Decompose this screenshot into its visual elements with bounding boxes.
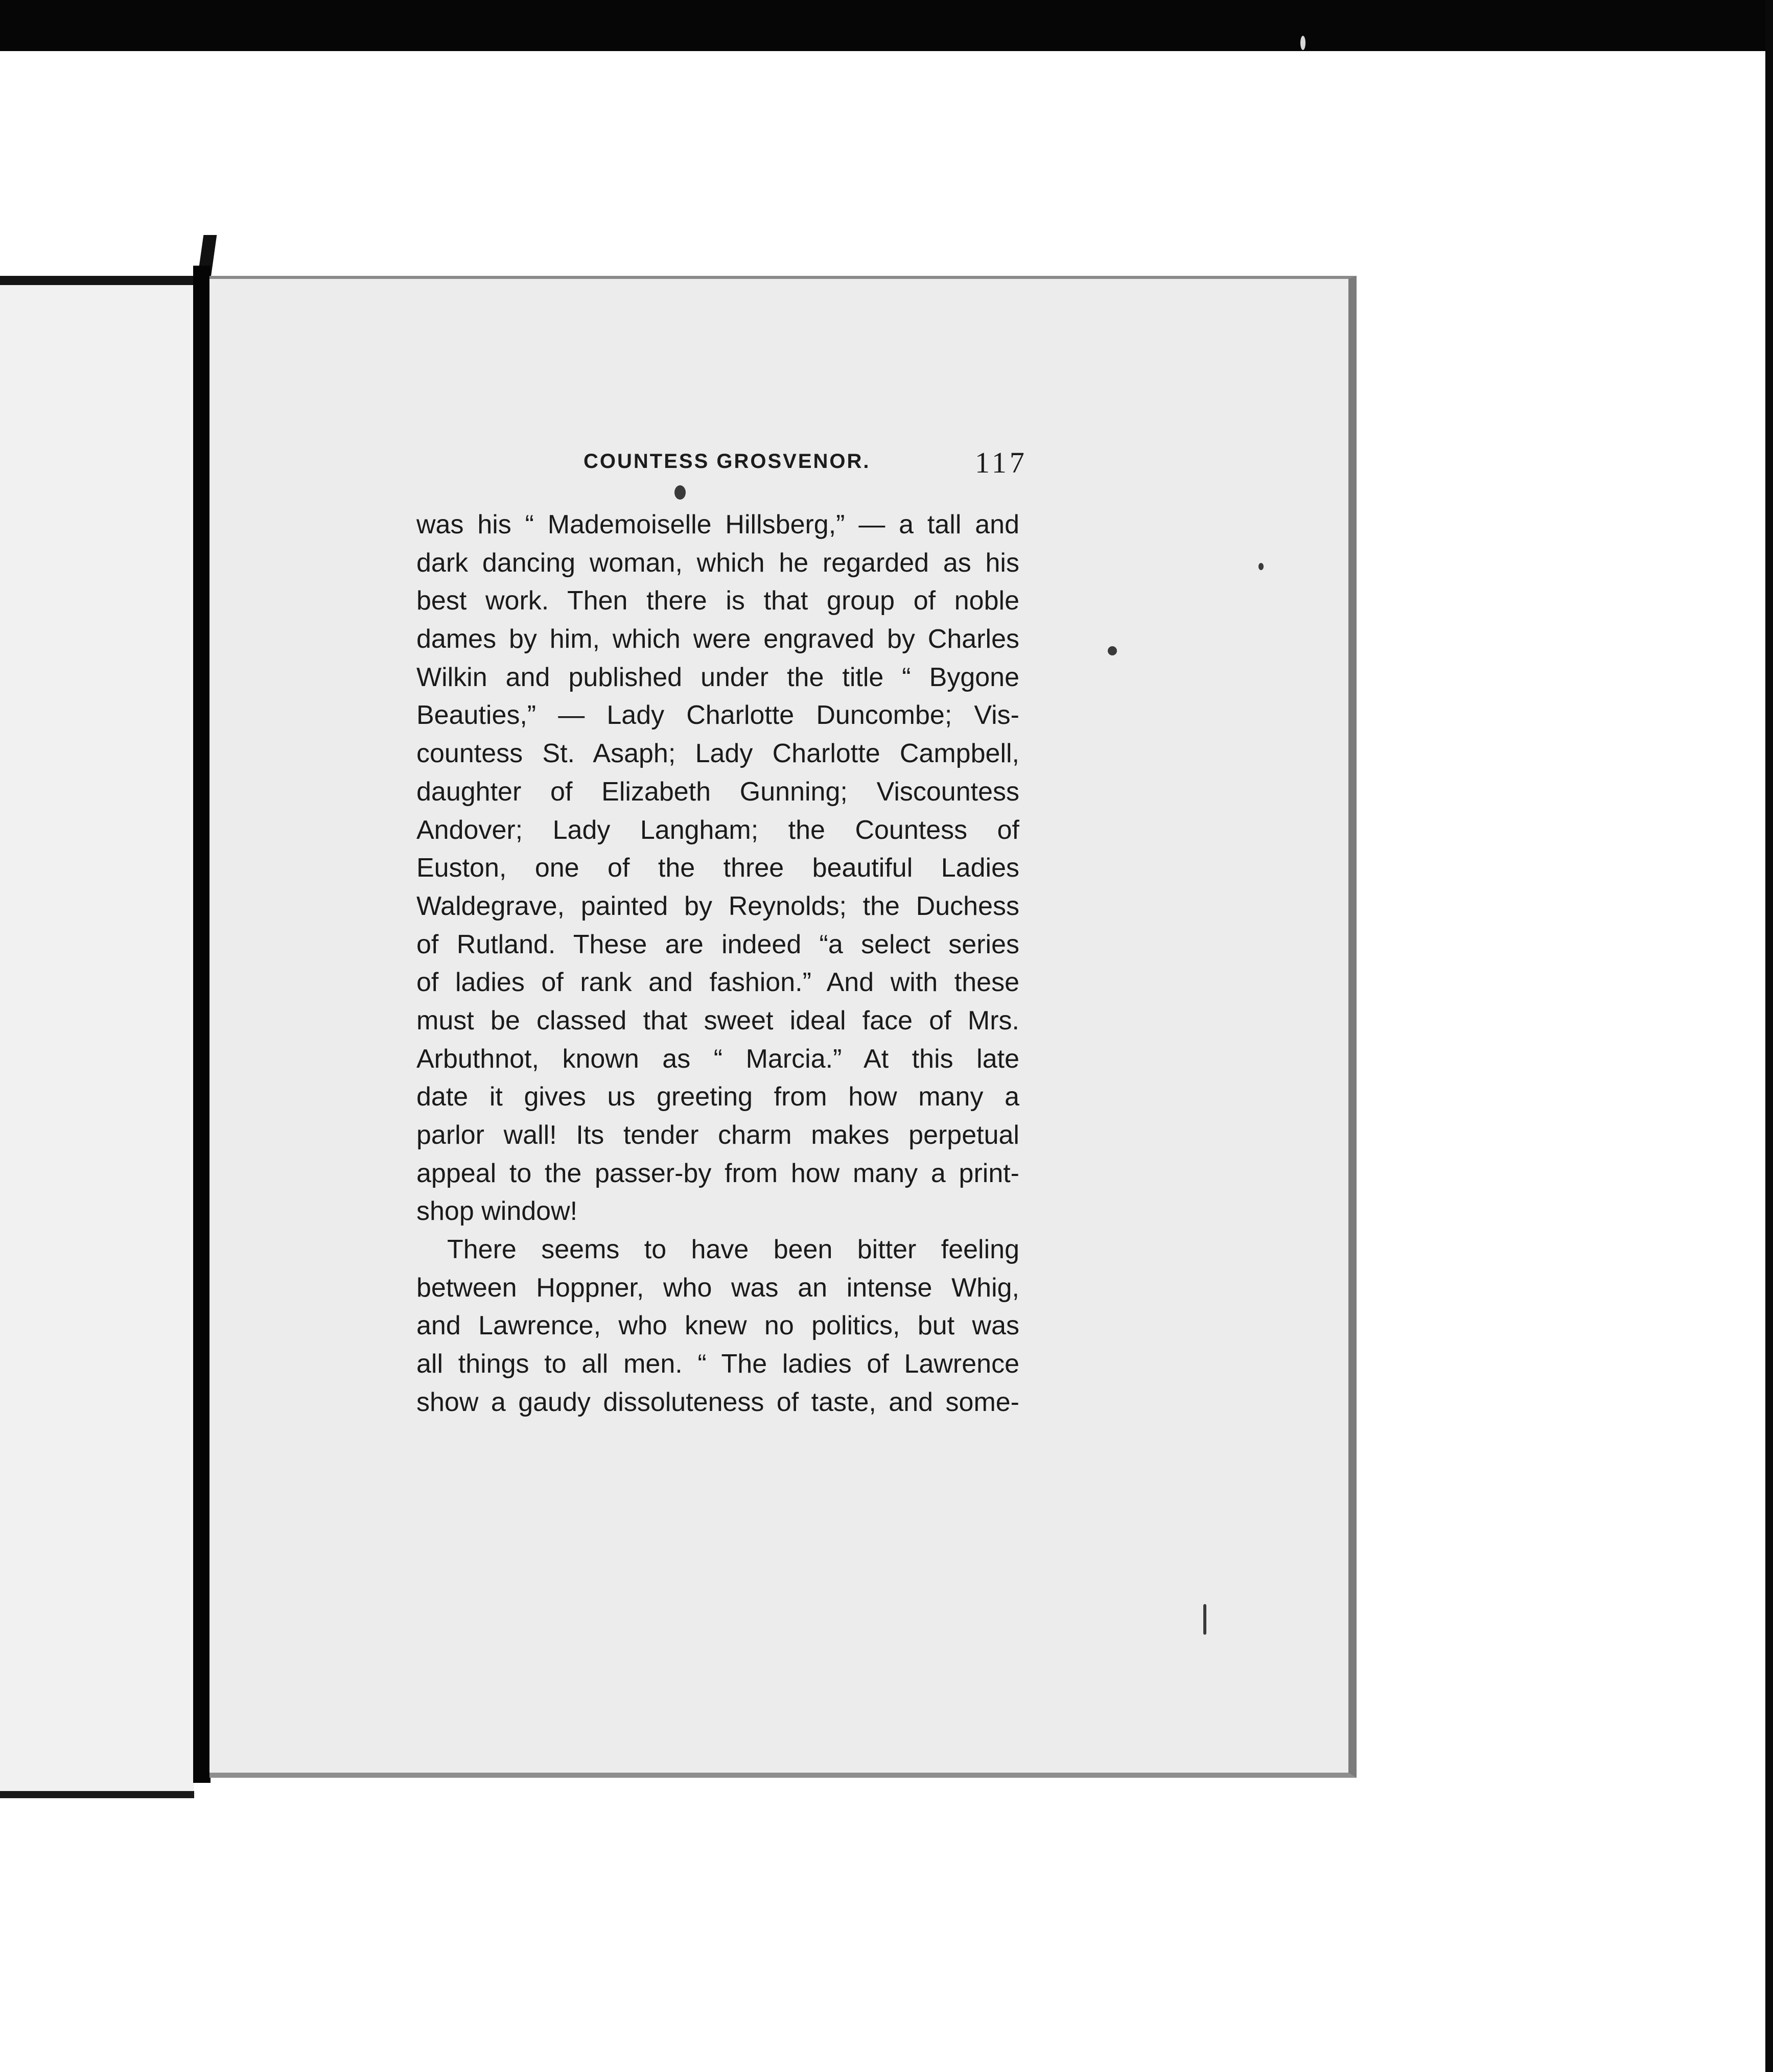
text-line: Waldegrave, painted by Reynolds; the Duchess bbox=[416, 891, 1019, 921]
text-line: between Hoppner, who was an intense Whig, bbox=[416, 1273, 1019, 1303]
text-line: date it gives us greeting from how many a bbox=[416, 1082, 1019, 1112]
text-line: must be classed that sweet ideal face of Mrs. bbox=[416, 1005, 1019, 1035]
text-line: of ladies of rank and fashion.” And with these bbox=[416, 968, 1019, 998]
text-line: shop window! bbox=[416, 1196, 578, 1227]
text-line: Arbuthnot, known as “ Marcia.” At this late bbox=[416, 1044, 1019, 1074]
body-text bbox=[416, 506, 1019, 1422]
scan-top-border bbox=[0, 0, 1773, 51]
text-line: was his “ Mademoiselle Hillsberg,” — a tall and bbox=[416, 510, 1019, 539]
text-line: countess St. Asaph; Lady Charlotte Campbell, bbox=[416, 739, 1019, 769]
text-line: dames by him, which were engraved by Charles bbox=[416, 624, 1019, 654]
text-line: of Rutland. These are indeed “a select series bbox=[416, 929, 1019, 959]
text-line: all things to all men. “ The ladies of Lawrence bbox=[416, 1349, 1019, 1379]
text-line: Euston, one of the three beautiful Ladies bbox=[416, 853, 1019, 883]
text-line: dark dancing woman, which he regarded as his bbox=[416, 548, 1019, 578]
text-line: appeal to the passer-by from how many a print- bbox=[416, 1158, 1019, 1188]
text-line: There seems to have been bitter feeling bbox=[447, 1235, 1019, 1265]
text-line: Beauties,” — Lady Charlotte Duncombe; Vis- bbox=[416, 700, 1019, 731]
book-spine bbox=[193, 266, 211, 1783]
text-line: Andover; Lady Langham; the Countess of bbox=[416, 815, 1019, 845]
text-line: parlor wall! Its tender charm makes perpetual bbox=[416, 1120, 1019, 1150]
running-head: COUNTESS GROSVENOR. bbox=[584, 450, 871, 473]
text-line: daughter of Elizabeth Gunning; Viscountess bbox=[416, 776, 1019, 807]
text-line: and Lawrence, who knew no politics, but was bbox=[416, 1311, 1019, 1341]
page-number: 117 bbox=[975, 446, 1028, 479]
text-line: Wilkin and published under the title “ Bygone bbox=[416, 662, 1019, 692]
text-line: best work. Then there is that group of noble bbox=[416, 586, 1019, 616]
text-line: show a gaudy dissoluteness of taste, and some- bbox=[416, 1387, 1019, 1417]
scan-right-border bbox=[1765, 0, 1773, 2072]
left-cover-board bbox=[0, 276, 194, 1798]
